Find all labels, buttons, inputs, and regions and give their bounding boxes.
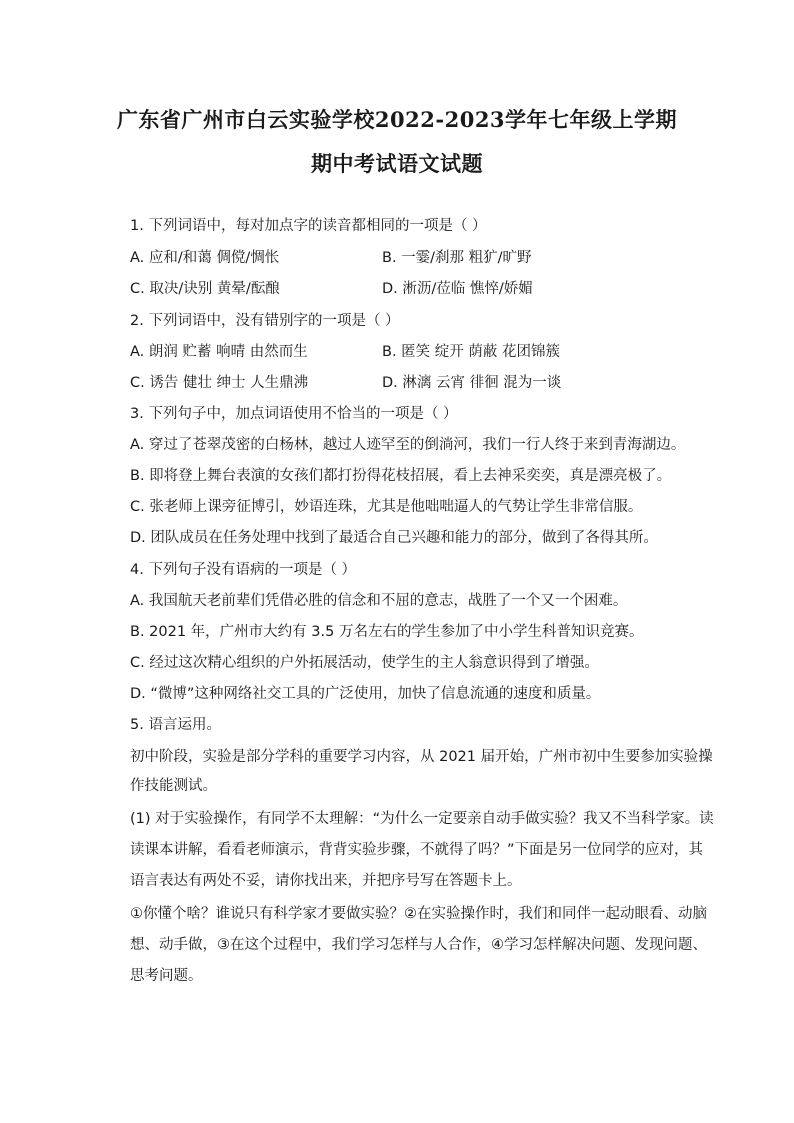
question-4-option-b: B. 2021 年，广州市大约有 3.5 万名左右的学生参加了中小学生科普知识竞赛。 bbox=[130, 624, 644, 640]
question-5-part1-line3: 语言表达有两处不妥，请你找出来，并把序号写在答题卡上。 bbox=[130, 873, 522, 889]
exam-title-line1: 广东省广州市白云实验学校2022-2023学年七年级上学期 bbox=[116, 107, 678, 132]
question-4-stem: 4. 下列句子没有语病的一项是（ ） bbox=[130, 562, 357, 578]
question-3-option-a: A. 穿过了苍翠茂密的白杨林，越过人迹罕至的倒淌河，我们一行人终于来到青海湖边。 bbox=[130, 437, 686, 453]
question-5-part1-line2: 读课本讲解，看看老师演示，背背实验步骤，不就得了吗？”下面是另一位同学的应对，其 bbox=[130, 842, 704, 858]
question-5-passage-line3: 思考问题。 bbox=[130, 968, 203, 984]
question-5-passage-line2: 想、动手做，③在这个过程中，我们学习怎样与人合作，④学习怎样解决问题、发现问题、 bbox=[130, 937, 707, 953]
question-2-option-b: B. 匿笑 绽开 荫蔽 花团锦簇 bbox=[382, 344, 560, 360]
question-2-option-d: D. 淋漓 云宵 徘徊 混为一谈 bbox=[382, 375, 562, 391]
question-1-stem: 1. 下列词语中，每对加点字的读音都相同的一项是（ ） bbox=[130, 218, 487, 234]
question-1-option-b: B. 一霎/刹那 粗犷/旷野 bbox=[382, 250, 532, 266]
question-5-stem: 5. 语言运用。 bbox=[130, 717, 221, 733]
question-4-option-c: C. 经过这次精心组织的户外拓展活动，使学生的主人翁意识得到了增强。 bbox=[130, 655, 599, 671]
question-4-option-a: A. 我国航天老前辈们凭借必胜的信念和不屈的意志，战胜了一个又一个困难。 bbox=[130, 593, 628, 609]
question-5-part1-line1: (1) 对于实验操作，有同学不太理解：“为什么一定要亲自动手做实验？我又不当科学家。读 bbox=[130, 811, 714, 827]
question-2-option-c: C. 诱告 健壮 绅士 人生鼎沸 bbox=[130, 375, 309, 391]
question-5-intro-line2: 作技能测试。 bbox=[130, 778, 217, 794]
question-3-option-b: B. 即将登上舞台表演的女孩们都打扮得花枝招展，看上去神采奕奕，真是漂亮极了。 bbox=[130, 468, 672, 484]
question-1-option-c: C. 取决/诀别 黄晕/酝酿 bbox=[130, 281, 280, 297]
exam-title-line2: 期中考试语文试题 bbox=[311, 151, 483, 176]
question-5-passage-line1: ①你懂个啥？谁说只有科学家才要做实验？②在实验操作时，我们和同伴一起动眼看、动脑 bbox=[130, 906, 707, 922]
question-4-option-d: D. “微博”这种网络社交工具的广泛使用，加快了信息流通的速度和质量。 bbox=[130, 686, 601, 702]
question-2-option-a: A. 朗润 贮蓄 响晴 由然而生 bbox=[130, 344, 308, 360]
question-1-option-d: D. 淅沥/莅临 憔悴/娇媚 bbox=[382, 281, 533, 297]
question-1-option-a: A. 应和/和蔼 倜傥/惆怅 bbox=[130, 250, 280, 266]
question-2-stem: 2. 下列词语中，没有错别字的一项是（ ） bbox=[130, 313, 400, 329]
question-3-option-d: D. 团队成员在任务处理中找到了最适合自己兴趣和能力的部分，做到了各得其所。 bbox=[130, 530, 658, 546]
question-3-stem: 3. 下列句子中，加点词语使用不恰当的一项是（ ） bbox=[130, 406, 458, 422]
question-3-option-c: C. 张老师上课旁征博引，妙语连珠，尤其是他咄咄逼人的气势让学生非常信服。 bbox=[130, 499, 643, 515]
question-5-intro-line1: 初中阶段，实验是部分学科的重要学习内容，从 2021 届开始，广州市初中生要参加实验操 bbox=[130, 749, 713, 765]
